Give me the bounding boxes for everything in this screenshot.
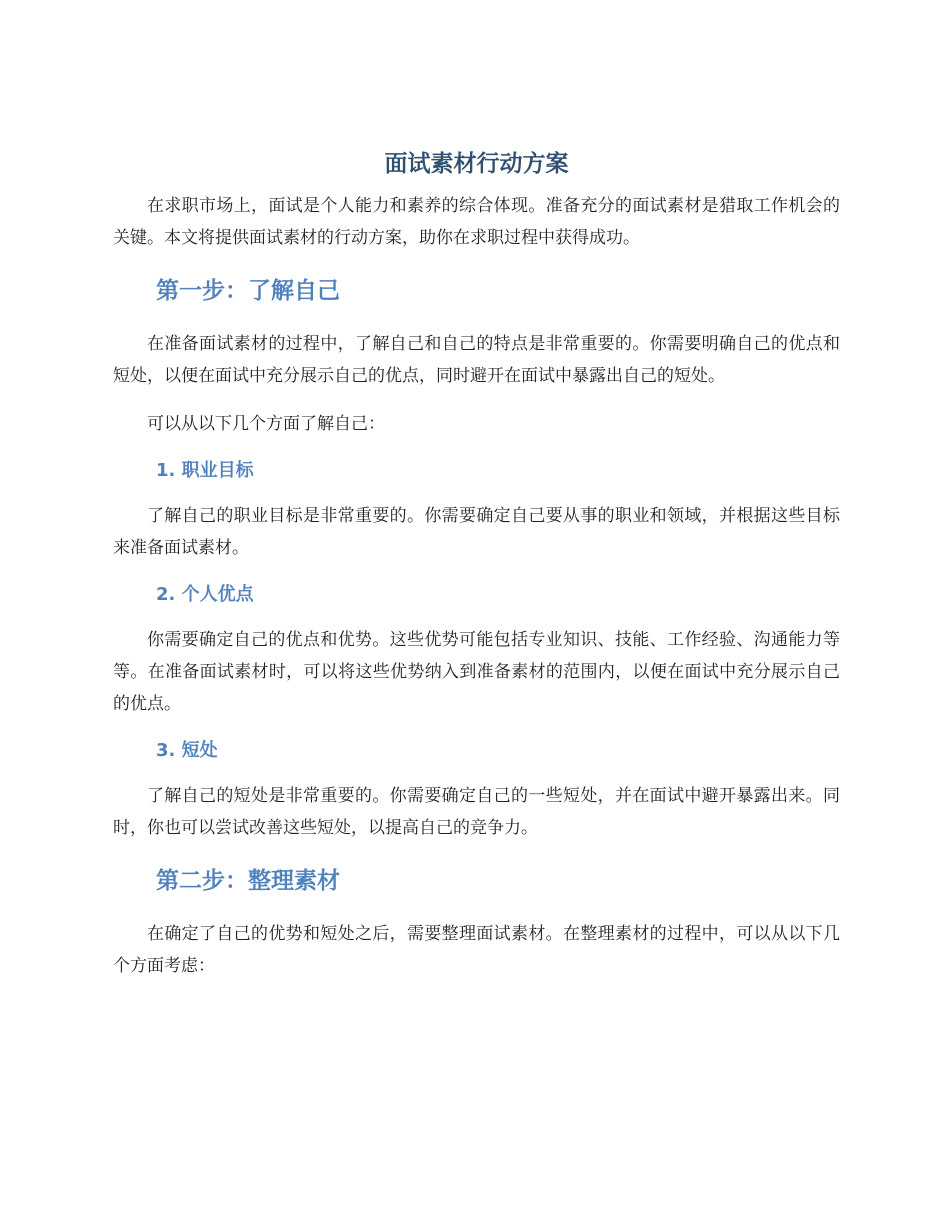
weaknesses-paragraph: 了解自己的短处是非常重要的。你需要确定自己的一些短处，并在面试中避开暴露出来。同时，你也可以尝试改善这些短处，以提高自己的竞争力。	[113, 786, 840, 838]
weaknesses-heading: 3. 短处	[156, 740, 218, 761]
personal-strengths-heading: 2. 个人优点	[156, 584, 254, 605]
document-title: 面试素材行动方案	[384, 151, 569, 177]
step2-paragraph-1: 在确定了自己的优势和短处之后，需要整理面试素材。在整理素材的过程中，可以从以下几个方面考虑：	[113, 924, 840, 976]
intro-paragraph: 在求职市场上，面试是个人能力和素养的综合体现。准备充分的面试素材是猎取工作机会的关键。本文将提供面试素材的行动方案，助你在求职过程中获得成功。	[113, 196, 840, 248]
step1-paragraph-2: 可以从以下几个方面了解自己：	[147, 414, 385, 434]
step1-paragraph-1: 在准备面试素材的过程中，了解自己和自己的特点是非常重要的。你需要明确自己的优点和短处，以便在面试中充分展示自己的优点，同时避开在面试中暴露出自己的短处。	[113, 334, 840, 386]
step1-heading: 第一步：了解自己	[156, 278, 340, 304]
document-page	[113, 148, 840, 982]
step2-heading: 第二步：整理素材	[156, 868, 340, 894]
career-goal-paragraph: 了解自己的职业目标是非常重要的。你需要确定自己要从事的职业和领域，并根据这些目标来准备面试素材。	[113, 506, 840, 558]
personal-strengths-paragraph: 你需要确定自己的优点和优势。这些优势可能包括专业知识、技能、工作经验、沟通能力等等。在准备面试素材时，可以将这些优势纳入到准备素材的范围内，以便在面试中充分展示自己的优点。	[113, 630, 840, 714]
career-goal-heading: 1. 职业目标	[156, 460, 254, 481]
